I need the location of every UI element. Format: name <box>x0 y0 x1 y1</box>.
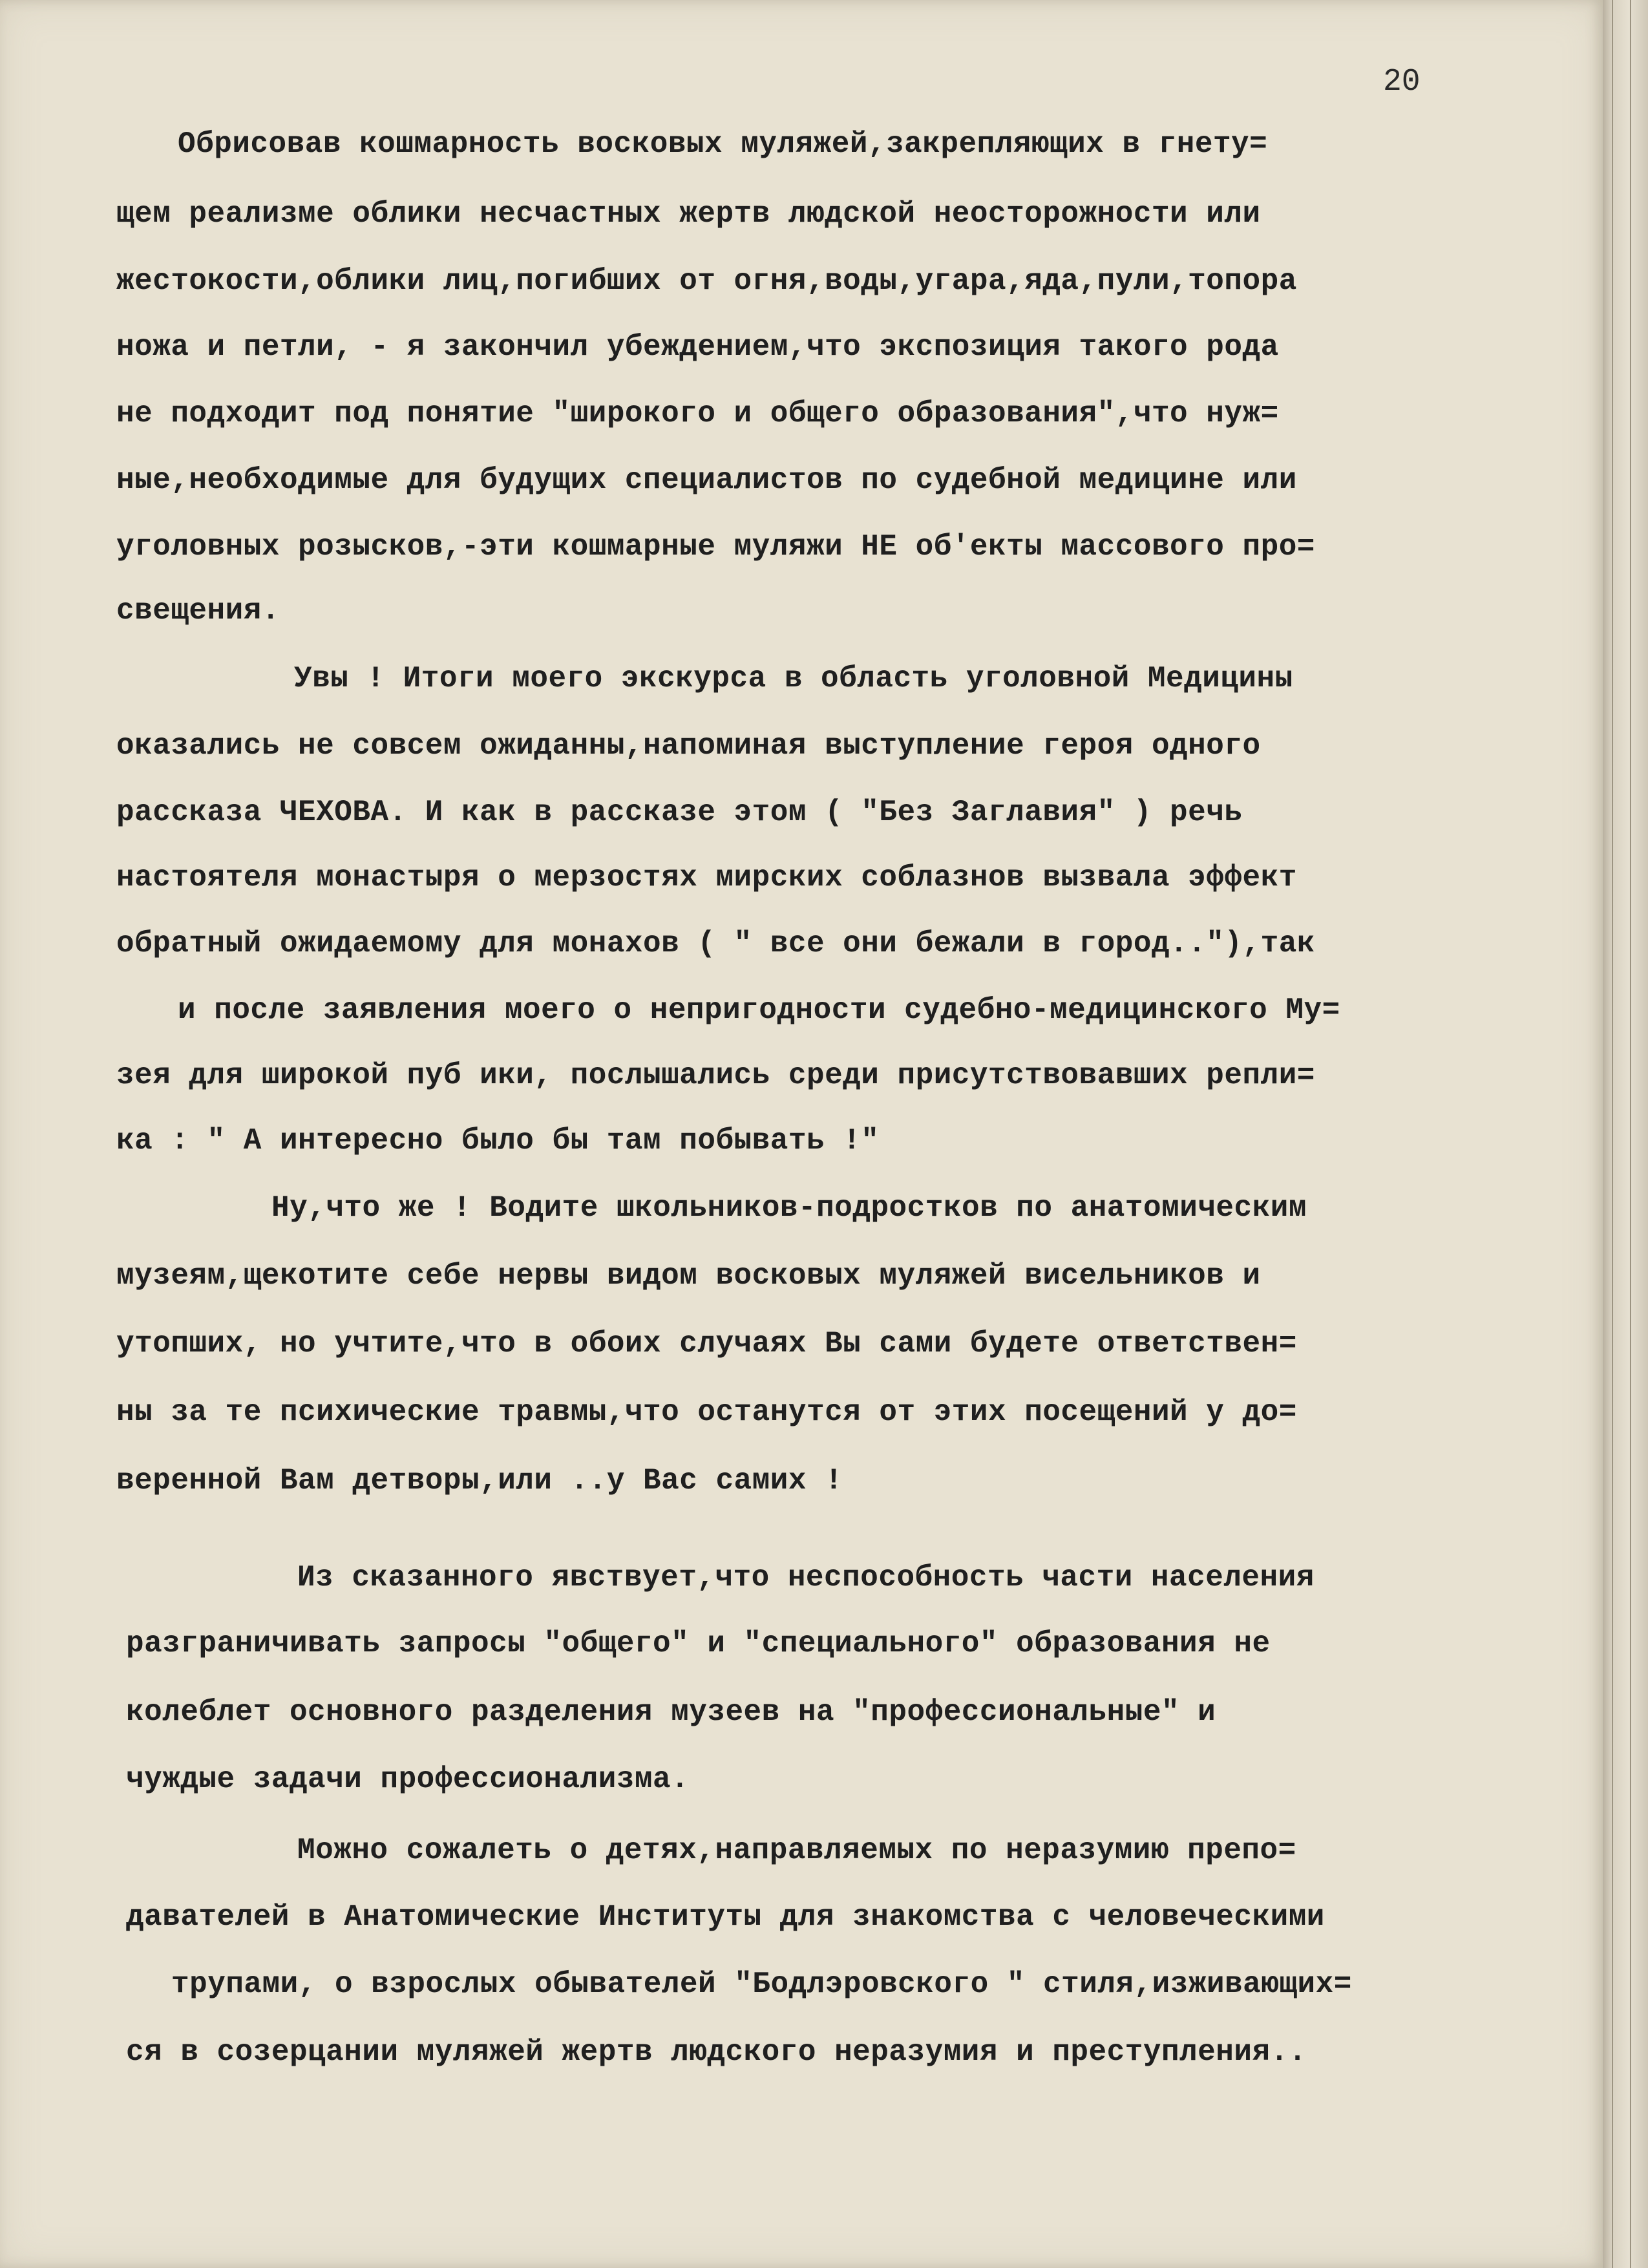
text-line: рассказа ЧЕХОВА. И как в рассказе этом ( "Без Заглавия" ) речь <box>116 796 1243 829</box>
page-edge <box>1603 0 1648 2268</box>
text-line: Можно сожалеть о детях,направляемых по неразумию препо= <box>297 1834 1296 1867</box>
edge-line <box>1630 0 1631 2268</box>
text-line: давателей в Анатомические Институты для знакомства с человеческими <box>126 1900 1325 1934</box>
text-line: и после заявления моего о непригодности судебно-медицинского Му= <box>178 993 1340 1027</box>
text-line: не подходит под понятие "широкого и общего образования",что нуж= <box>116 397 1279 430</box>
text-line: веренной Вам детворы,или ..у Вас самих ! <box>116 1464 843 1498</box>
text-line: ные,необходимые для будущих специалистов по судебной медицине или <box>116 463 1297 497</box>
text-line: обратный ожидаемому для монахов ( " все они бежали в город.."),так <box>116 927 1315 960</box>
text-line: Увы ! Итоги моего экскурса в область уголовной Медицины <box>294 662 1293 695</box>
text-line: свещения. <box>116 594 280 628</box>
text-line: трупами, о взрослых обывателей "Бодлэровского " стиля,изживающих= <box>171 1967 1352 2001</box>
text-line: утопших, но учтите,что в обоих случаях Вы сами будете ответствен= <box>116 1327 1297 1361</box>
text-line: разграничивать запросы "общего" и "специального" образования не <box>126 1627 1271 1660</box>
text-line: Ну,что же ! Водите школьников-подростков по анатомическим <box>271 1191 1307 1225</box>
text-line: ка : " А интересно было бы там побывать !" <box>116 1124 880 1158</box>
text-line: ны за те психические травмы,что останутся от этих посещений у до= <box>116 1395 1297 1429</box>
text-line: щем реализме облики несчастных жертв людской неосторожности или <box>116 197 1261 231</box>
text-line: оказались не совсем ожиданны,напоминая выступление героя одного <box>116 729 1261 763</box>
text-line: чуждые задачи профессионализма. <box>126 1763 690 1796</box>
text-line: жестокости,облики лиц,погибших от огня,воды,угара,яда,пули,топора <box>116 264 1297 298</box>
text-line: музеям,щекотите себе нервы видом восковых муляжей висельников и <box>116 1259 1261 1293</box>
text-line: настоятеля монастыря о мерзостях мирских соблазнов вызвала эффект <box>116 861 1297 895</box>
text-line: ножа и петли, - я закончил убеждением,что экспозиция такого рода <box>116 330 1279 364</box>
text-line: Обрисовав кошмарность восковых муляжей,закрепляющих в гнету= <box>178 127 1268 161</box>
text-line: ся в созерцании муляжей жертв людского неразумия и преступления.. <box>126 2035 1307 2069</box>
text-line: колеблет основного разделения музеев на "профессиональные" и <box>126 1695 1216 1729</box>
text-line: зея для широкой пуб ики, послышались среди присутствовавших репли= <box>116 1059 1315 1092</box>
text-line: Из сказанного явствует,что неспособность части населения <box>297 1561 1315 1595</box>
page-number: 20 <box>1383 65 1421 100</box>
text-line: уголовных розысков,-эти кошмарные муляжи НЕ об'екты массового про= <box>116 530 1315 564</box>
edge-line <box>1612 0 1613 2268</box>
